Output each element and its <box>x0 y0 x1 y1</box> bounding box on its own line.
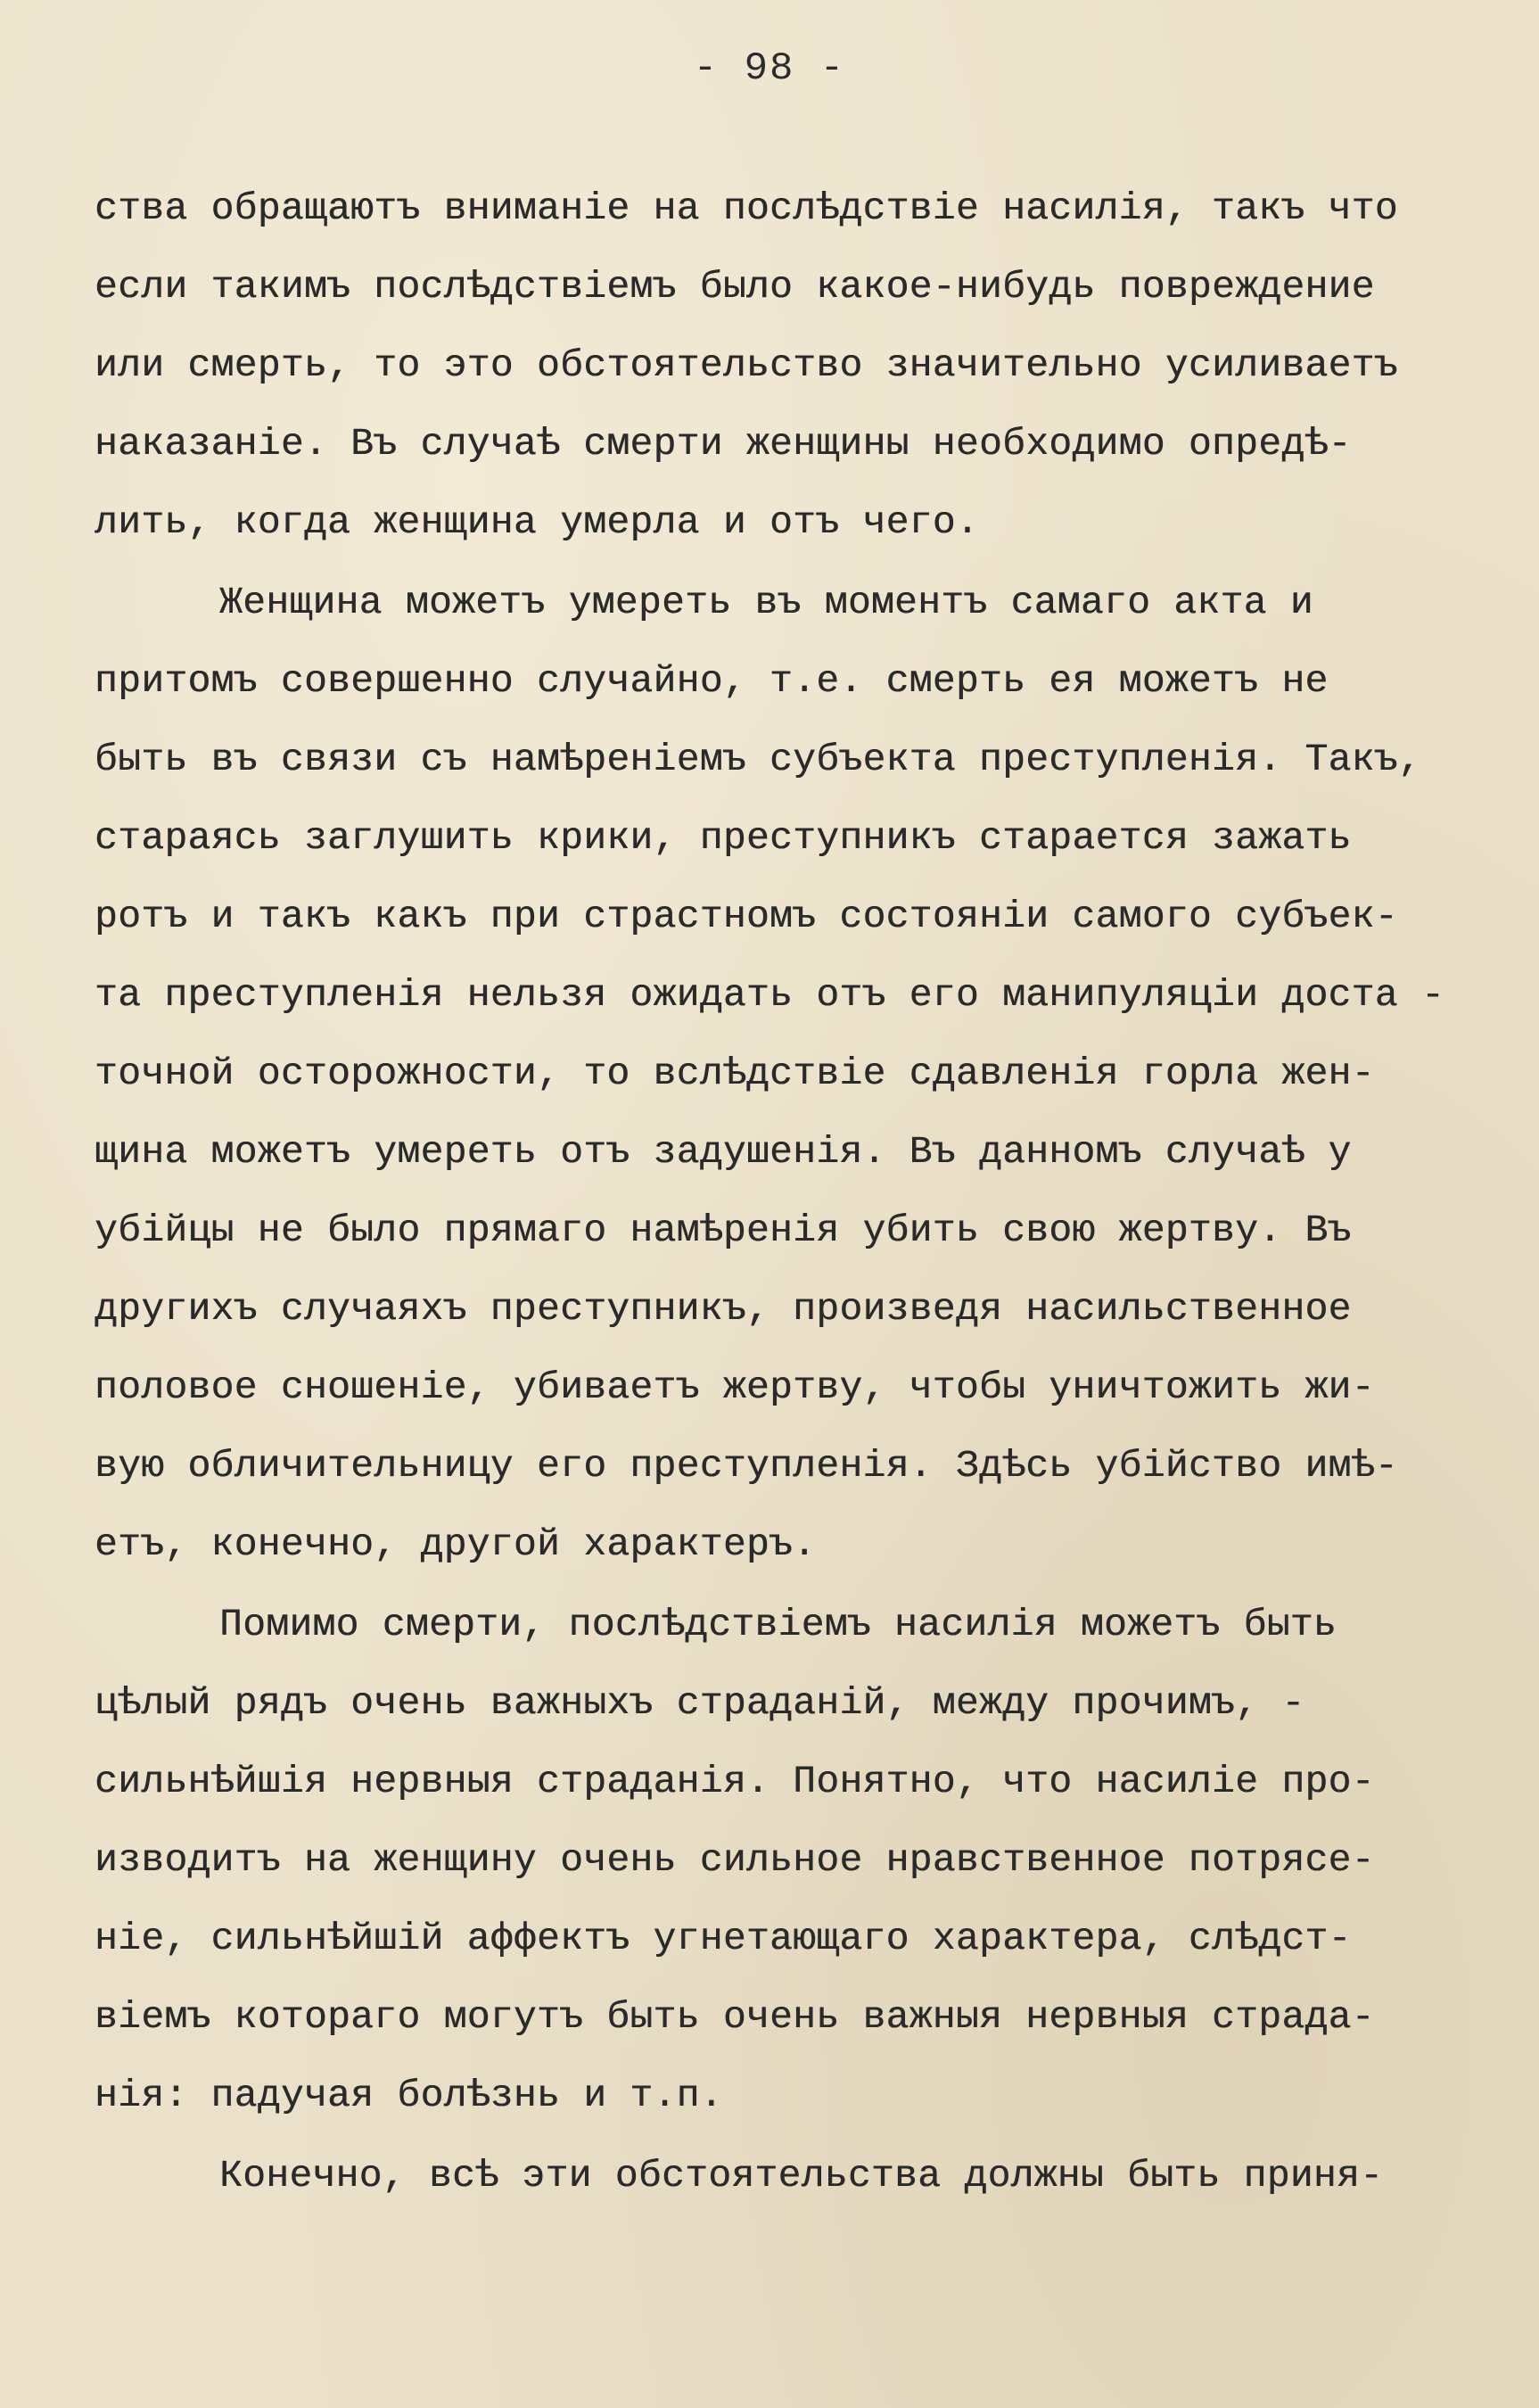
text-line: изводитъ на женщину очень сильное нравственное потрясе- <box>95 1838 1375 1882</box>
text-line: Помимо смерти, послѣдствіемъ насилія можетъ быть <box>219 1603 1337 1646</box>
text-line: сильнѣйшія нервныя страданія. Понятно, что насиліе про- <box>95 1760 1375 1803</box>
text-line: наказаніе. Въ случаѣ смерти женщины необходимо опредѣ- <box>95 422 1352 466</box>
text-line: нія: падучая болѣзнь и т.п. <box>95 2074 723 2117</box>
text-line: убійцы не было прямаго намѣренія убить свою жертву. Въ <box>95 1208 1352 1252</box>
text-line: цѣлый рядъ очень важныхъ страданій, между прочимъ, - <box>95 1681 1305 1725</box>
text-line: притомъ совершенно случайно, т.е. смерть ея можетъ не <box>95 659 1329 703</box>
text-line: стараясь заглушить крики, преступникъ старается зажать <box>95 816 1352 860</box>
text-line: ніе, сильнѣйшій аффектъ угнетающаго характера, слѣдст- <box>95 1917 1352 1960</box>
text-line: щина можетъ умереть отъ задушенія. Въ данномъ случаѣ у <box>95 1130 1352 1174</box>
text-line: если такимъ послѣдствіемъ было какое-нибудь повреждение <box>95 265 1375 309</box>
text-line: Конечно, всѣ эти обстоятельства должны быть приня- <box>219 2154 1384 2198</box>
text-line: Женщина можетъ умереть въ моментъ самаго акта и <box>219 581 1313 624</box>
text-line: ротъ и такъ какъ при страстномъ состояніи самого субъек- <box>95 895 1398 938</box>
text-line: лить, когда женщина умерла и отъ чего. <box>95 500 979 544</box>
text-line: быть въ связи съ намѣреніемъ субъекта преступленія. Такъ, <box>95 738 1421 781</box>
text-line: половое сношеніе, убиваетъ жертву, чтобы уничтожить жи- <box>95 1365 1375 1409</box>
text-line: другихъ случаяхъ преступникъ, произведя насильственное <box>95 1287 1352 1331</box>
text-line: или смерть, то это обстоятельство значительно усиливаетъ <box>95 343 1398 387</box>
text-line: вую обличительницу его преступленія. Здѣсь убійство имѣ- <box>95 1444 1398 1488</box>
body-text <box>95 169 1486 2215</box>
page-number: - 98 - <box>693 46 846 91</box>
text-line: та преступленія нельзя ожидать отъ его манипуляціи доста - <box>95 973 1445 1017</box>
text-line: віемъ котораго могутъ быть очень важныя нервныя страда- <box>95 1995 1375 2039</box>
text-line: точной осторожности, то вслѣдствіе сдавленія горла жен- <box>95 1051 1375 1095</box>
text-line: ства обращаютъ вниманіе на послѣдствіе насилія, такъ что <box>95 186 1398 230</box>
text-line: етъ, конечно, другой характеръ. <box>95 1522 817 1566</box>
